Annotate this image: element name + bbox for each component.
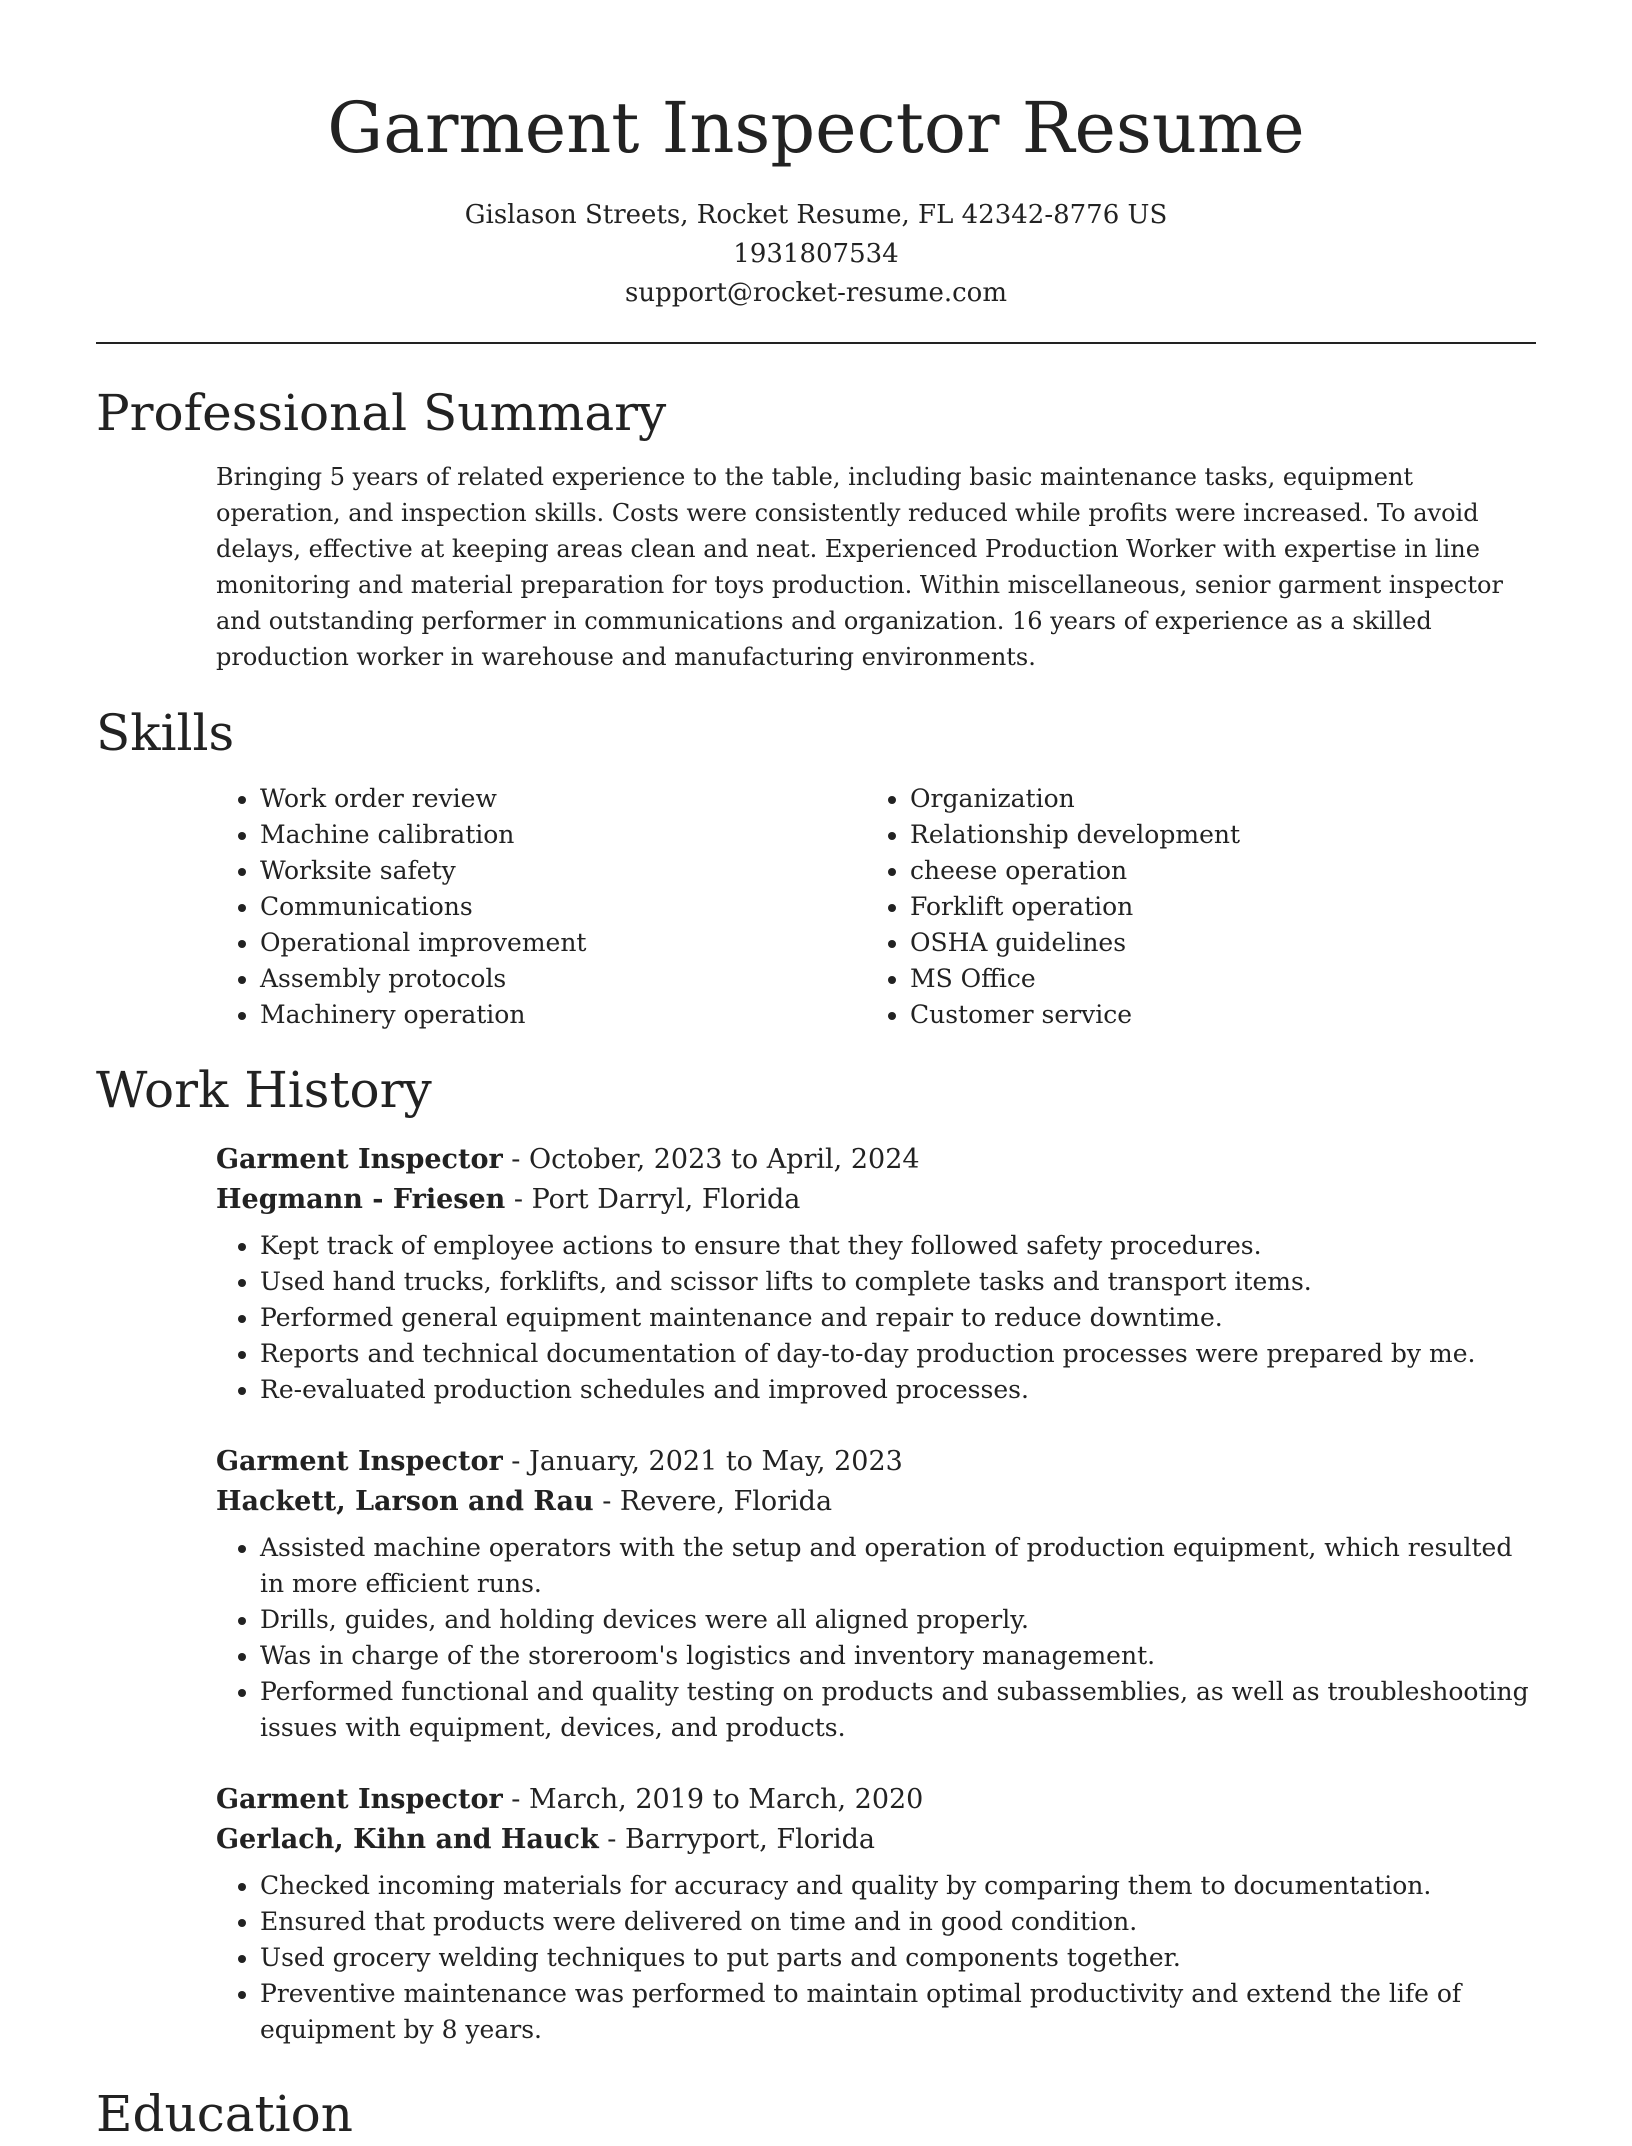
- contact-phone: 1931807534: [733, 239, 899, 269]
- job-bullet: • Checked incoming materials for accuracy and quality by comparing them to documentation.: [260, 1868, 1536, 1904]
- job-entry: [216, 1442, 1536, 1746]
- job-company-line: Hackett, Larson and Rau - Revere, Florida: [216, 1486, 833, 1517]
- summary-section: [96, 381, 1536, 675]
- job-bullet: • Used hand trucks, forklifts, and scissor lifts to complete tasks and transport items.: [260, 1264, 1536, 1300]
- resume-title: Garment Inspector Resume: [327, 87, 1305, 169]
- job-bullets: [216, 1530, 1536, 1746]
- skill-item: • Worksite safety: [260, 853, 866, 889]
- contact-address: Gislason Streets, Rocket Resume, FL 42342-8776 US: [464, 200, 1168, 230]
- skill-item: • MS Office: [910, 961, 1516, 997]
- contact-email: support@rocket-resume.com: [624, 278, 1007, 308]
- skill-item: • Forklift operation: [910, 889, 1516, 925]
- job-bullet: • Reports and technical documentation of day-to-day production processes were prepared by me.: [260, 1336, 1536, 1372]
- job-location: Barryport, Florida: [624, 1824, 875, 1855]
- summary-heading: Professional Summary: [96, 384, 667, 442]
- job-dates: October, 2023 to April, 2024: [529, 1144, 920, 1175]
- job-bullet: • Performed general equipment maintenance and repair to reduce downtime.: [260, 1300, 1536, 1336]
- skills-heading: Skills: [96, 704, 235, 762]
- skill-item: • Operational improvement: [260, 925, 866, 961]
- job-bullet: • Kept track of employee actions to ensure that they followed safety procedures.: [260, 1228, 1536, 1264]
- job-company: Hegmann - Friesen: [216, 1184, 506, 1215]
- job-bullet: • Assisted machine operators with the setup and operation of production equipment, which resulted in more efficient runs.: [260, 1530, 1536, 1602]
- job-company-line: Gerlach, Kihn and Hauck - Barryport, Florida: [216, 1824, 875, 1855]
- skills-list-right: [866, 781, 1516, 1033]
- skill-item: • Machine calibration: [260, 817, 866, 853]
- job-title-line: Garment Inspector - October, 2023 to April, 2024: [216, 1144, 920, 1175]
- skill-item: • Assembly protocols: [260, 961, 866, 997]
- education-heading: Education: [96, 2085, 353, 2143]
- header-divider: [96, 342, 1536, 344]
- job-role: Garment Inspector: [216, 1784, 503, 1815]
- job-title-line: Garment Inspector - January, 2021 to May, 2023: [216, 1446, 903, 1477]
- skill-item: • Communications: [260, 889, 866, 925]
- skills-columns: [216, 781, 1536, 1033]
- job-bullet: • Ensured that products were delivered on time and in good condition.: [260, 1904, 1536, 1940]
- skill-item: • Customer service: [910, 997, 1516, 1033]
- resume-header: [0, 0, 1632, 313]
- skills-section: [96, 701, 1536, 1033]
- skill-item: • cheese operation: [910, 853, 1516, 889]
- job-bullet: • Preventive maintenance was performed to maintain optimal productivity and extend the life of equipment by 8 years.: [260, 1976, 1536, 2048]
- skill-item: • Machinery operation: [260, 997, 866, 1033]
- job-entry: [216, 1780, 1536, 2048]
- summary-text: Bringing 5 years of related experience to the table, including basic maintenance tasks, equipment operation, and inspection skills. Costs were consistently reduced while profits were increased. To avoid delays, effective at keeping areas clean and neat. Experienced Production Worker with expertise in line monitoring and material preparation for toys production. Within miscellaneous, senior garment inspector and outstanding performer in communications and organization. 16 years of experience as a skilled production worker in warehouse and manufacturing environments.: [216, 463, 1503, 671]
- job-bullet: • Used grocery welding techniques to put parts and components together.: [260, 1940, 1536, 1976]
- job-role: Garment Inspector: [216, 1144, 503, 1175]
- skill-item: • Work order review: [260, 781, 866, 817]
- contact-block: [0, 196, 1632, 313]
- skill-item: • Organization: [910, 781, 1516, 817]
- job-bullets: [216, 1868, 1536, 2048]
- skill-item: • Relationship development: [910, 817, 1516, 853]
- work-history-section: [96, 1058, 1536, 2048]
- job-bullet: • Performed functional and quality testing on products and subassemblies, as well as troubleshooting issues with equipment, devices, and products.: [260, 1674, 1536, 1746]
- job-title-line: Garment Inspector - March, 2019 to March, 2020: [216, 1784, 924, 1815]
- job-bullet: • Drills, guides, and holding devices were all aligned properly.: [260, 1602, 1536, 1638]
- work-history-heading: Work History: [96, 1061, 432, 1119]
- job-dates: January, 2021 to May, 2023: [529, 1446, 903, 1477]
- skills-list-left: [216, 781, 866, 1033]
- job-company-line: Hegmann - Friesen - Port Darryl, Florida: [216, 1184, 801, 1215]
- job-dates: March, 2019 to March, 2020: [529, 1784, 924, 1815]
- job-location: Port Darryl, Florida: [531, 1184, 801, 1215]
- job-company: Hackett, Larson and Rau: [216, 1486, 594, 1517]
- education-section: [96, 2082, 1536, 2146]
- job-location: Revere, Florida: [619, 1486, 833, 1517]
- skill-item: • OSHA guidelines: [910, 925, 1516, 961]
- job-bullets: [216, 1228, 1536, 1408]
- job-company: Gerlach, Kihn and Hauck: [216, 1824, 599, 1855]
- job-role: Garment Inspector: [216, 1446, 503, 1477]
- job-bullet: • Re-evaluated production schedules and improved processes.: [260, 1372, 1536, 1408]
- job-entry: [216, 1140, 1536, 1408]
- job-bullet: • Was in charge of the storeroom's logistics and inventory management.: [260, 1638, 1536, 1674]
